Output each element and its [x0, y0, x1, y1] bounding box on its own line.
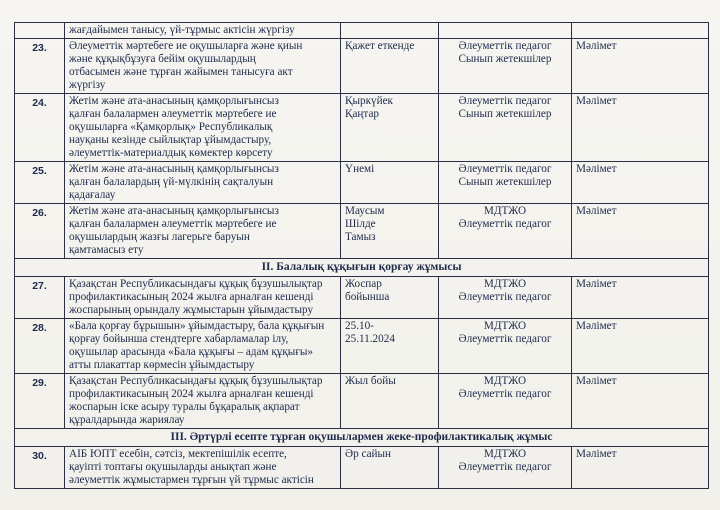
deadline: Жоспар бойынша — [341, 277, 439, 319]
responsible: Әлеуметтік педагог Сынып жетекшілер — [439, 39, 572, 94]
report-form: Мәлімет — [572, 39, 709, 94]
deadline: Үнемі — [341, 162, 439, 204]
report-form: Мәлімет — [572, 94, 709, 162]
activity-description: жағдайымен танысу, үй-тұрмыс актісін жүргізу — [65, 23, 341, 39]
deadline: Маусым Шілде Тамыз — [341, 204, 439, 259]
row-number: 27. — [15, 277, 65, 319]
row-number: 23. — [15, 39, 65, 94]
activity-description: Жетім және ата-анасының қамқорлығынсыз қалған балалармен әлеуметтік мәртебеге ие оқушылардың жазғы лагерьге баруын қамтамасыз ету — [65, 204, 341, 259]
deadline: Қажет еткенде — [341, 39, 439, 94]
responsible: МДТЖО Әлеуметтік педагог — [439, 447, 572, 489]
activity-description: Қазақстан Республикасындағы құқық бұзушылықтар профилактикасының 2024 жылға арналған кешенді жоспарын іске асыру туралы бұқаралық ақпарат құралдарында жариялау — [65, 374, 341, 429]
table-row — [15, 162, 709, 204]
responsible: МДТЖО Әлеуметтік педагог — [439, 204, 572, 259]
table-row — [15, 204, 709, 259]
section-row-2 — [15, 259, 709, 277]
plan-table — [14, 22, 709, 489]
row-number: 29. — [15, 374, 65, 429]
row-number: 24. — [15, 94, 65, 162]
responsible: Әлеуметтік педагог Сынып жетекшілер — [439, 94, 572, 162]
row-number: 25. — [15, 162, 65, 204]
row-number: 30. — [15, 447, 65, 489]
activity-description: Әлеуметтік мәртебеге ие оқушыларға және қиын және құқықбұзуға бейім оқушылардың отбасымен және тұрған жайымен танысуға акт жүргізу — [65, 39, 341, 94]
table-row — [15, 374, 709, 429]
activity-description: «Бала қорғау бұрышын» ұйымдастыру, бала құқығын қорғау бойынша стендтерге хабарламалар ілу, оқушылар арасында «Бала құқығы – адам құқығы» атты плакаттар көрмесін ұйымдастыру — [65, 319, 341, 374]
activity-description: Жетім және ата-анасының қамқорлығынсыз қалған балалармен әлеуметтік мәртебеге ие оқушыларға «Қамқорлық» Республикалық науқаны кезінде сыйлықтар ұйымдастыру, әлеуметтік-материалдық көмектер көрсету — [65, 94, 341, 162]
section-heading: III. Әртүрлі есепте тұрған оқушылармен жеке-профилактикалық жұмыс — [15, 429, 709, 447]
report-form: Мәлімет — [572, 374, 709, 429]
table-row — [15, 39, 709, 94]
table-row — [15, 447, 709, 489]
activity-description: Жетім және ата-анасының қамқорлығынсыз қалған балалардың үй-мүлкінің сақталуын қадағалау — [65, 162, 341, 204]
table-row-continuation — [15, 23, 709, 39]
report-form: Мәлімет — [572, 204, 709, 259]
row-number: 28. — [15, 319, 65, 374]
activity-description: АІБ ЮПТ есебін, сәтсіз, мектепішілік есепте, қауіпті топтағы оқушыларды анықтап және әлеуметтік жұмыстармен тұрғын үй тұрмыс актісін — [65, 447, 341, 489]
responsible: МДТЖО Әлеуметтік педагог — [439, 277, 572, 319]
table-row — [15, 319, 709, 374]
responsible: Әлеуметтік педагог Сынып жетекшілер — [439, 162, 572, 204]
report-form: Мәлімет — [572, 162, 709, 204]
report-form: Мәлімет — [572, 277, 709, 319]
section-row-3 — [15, 429, 709, 447]
responsible: МДТЖО Әлеуметтік педагог — [439, 374, 572, 429]
responsible: МДТЖО Әлеуметтік педагог — [439, 319, 572, 374]
deadline: Әр сайын — [341, 447, 439, 489]
report-form: Мәлімет — [572, 447, 709, 489]
row-number: 26. — [15, 204, 65, 259]
deadline: Қыркүйек Қаңтар — [341, 94, 439, 162]
section-heading: II. Балалық құқығын қорғау жұмысы — [15, 259, 709, 277]
deadline: Жыл бойы — [341, 374, 439, 429]
report-form: Мәлімет — [572, 319, 709, 374]
activity-description: Қазақстан Республикасындағы құқық бұзушылықтар профилактикасының 2024 жылға арналған кешенді жоспарының орындалу жұмыстарын ұйымдастыру — [65, 277, 341, 319]
table-row — [15, 277, 709, 319]
deadline: 25.10- 25.11.2024 — [341, 319, 439, 374]
table-row — [15, 94, 709, 162]
